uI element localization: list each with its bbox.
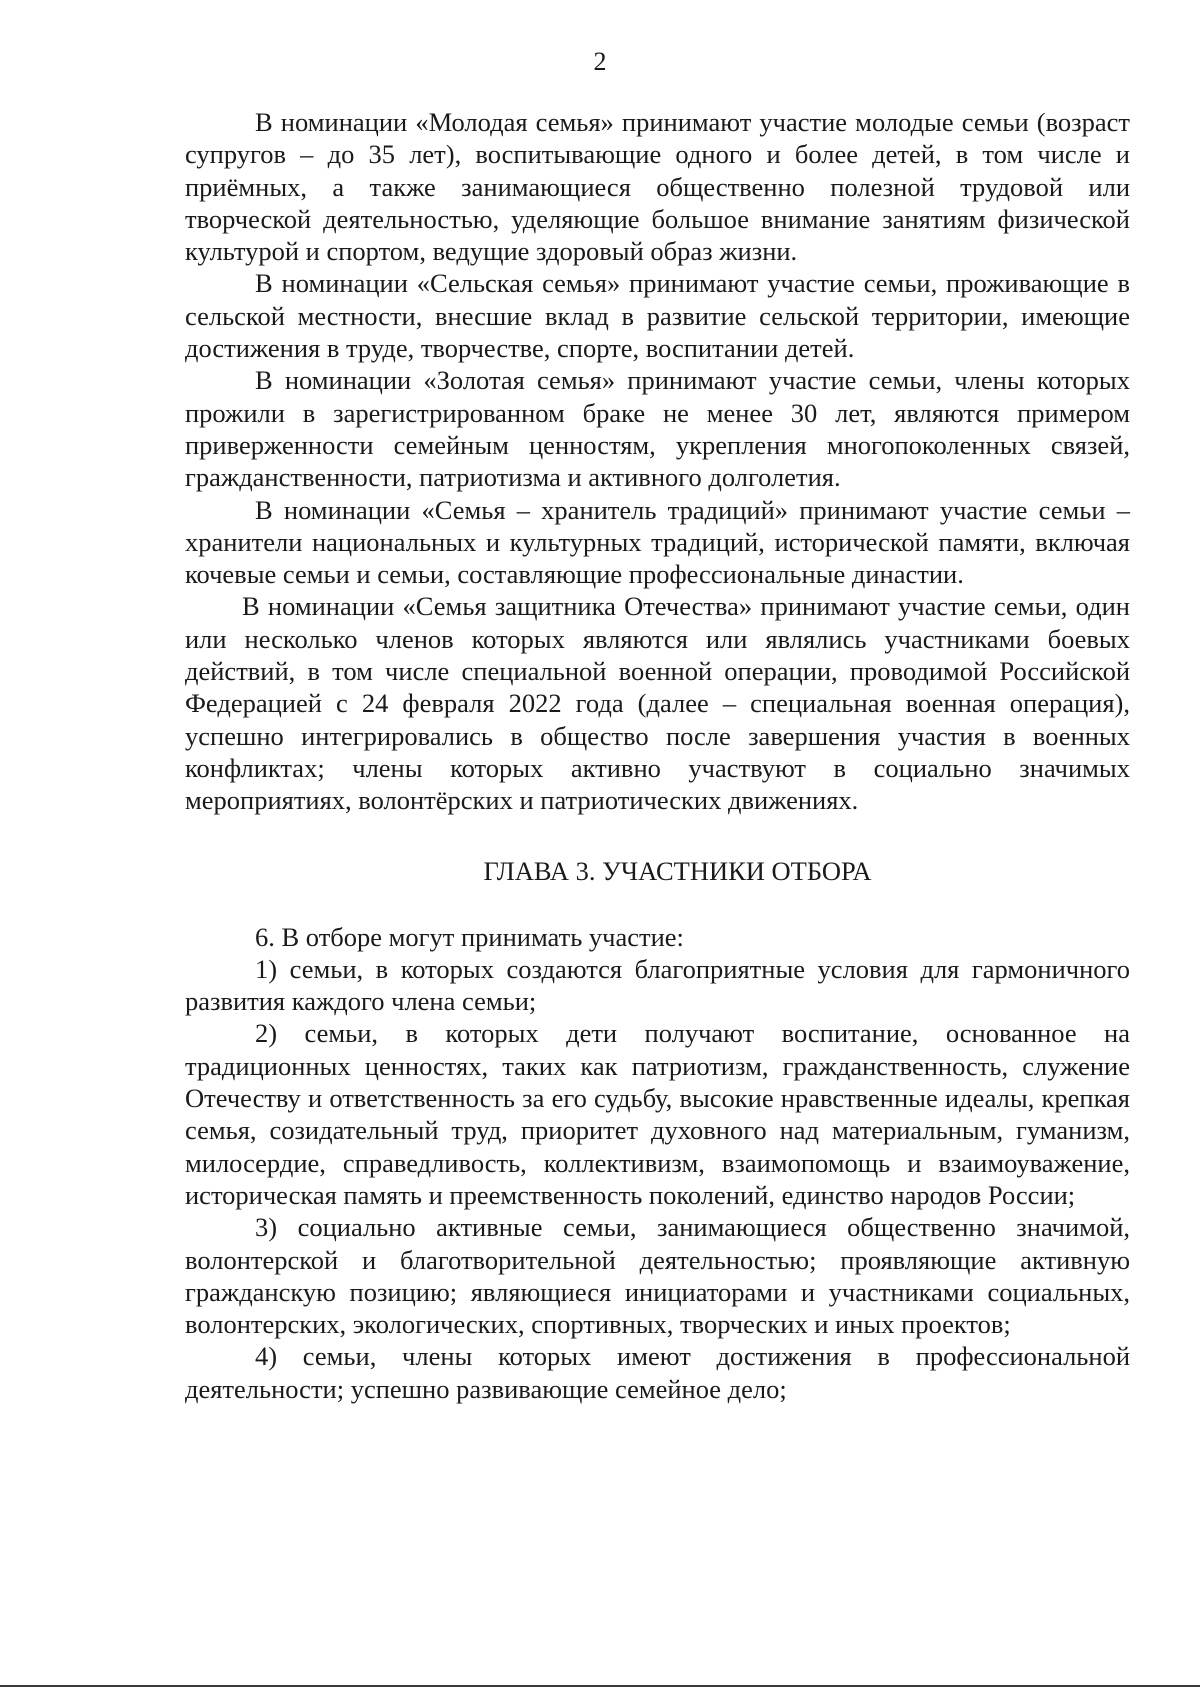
chapter-heading: ГЛАВА 3. УЧАСТНИКИ ОТБОРА <box>483 855 872 886</box>
page-number: 2 <box>593 47 607 76</box>
list-item: 1) семьи, в которых создаются благоприятные условия для гармоничного развития каждого члена семьи; <box>185 953 1130 1017</box>
paragraph-rural-family: В номинации «Сельская семья» принимают участие семьи, проживающие в сельской местности, внесшие вклад в развитие сельской территории, имеющие достижения в труде, творчестве, спорте, воспитании детей. <box>185 268 1130 364</box>
paragraph-young-family: В номинации «Молодая семья» принимают участие молодые семьи (возраст супругов – до 35 лет), воспитывающие одного и более детей, в том числе и приёмных, а также занимающиеся общественно полезной трудовой или творческой деятельностью, уделяющие большое внимание занятиям физической культурой и спортом, ведущие здоровый образ жизни. <box>185 107 1130 267</box>
paragraph-traditions-family: В номинации «Семья – хранитель традиций» принимают участие семьи – хранители национальных и культурных традиций, исторической памяти, включая кочевые семьи и семьи, составляющие профессиональные династии. <box>185 494 1130 590</box>
paragraph-golden-family: В номинации «Золотая семья» принимают участие семьи, члены которых прожили в зарегистрированном браке не менее 30 лет, являются примером приверженности семейным ценностям, укрепления многопоколенных связей, гражданственности, патриотизма и активного долголетия. <box>185 365 1130 493</box>
document-body <box>185 106 1130 1405</box>
scan-edge-line <box>0 1685 1200 1687</box>
list-item: 4) семьи, члены которых имеют достижения в профессиональной деятельности; успешно развивающие семейное дело; <box>185 1341 1130 1404</box>
list-item: 3) социально активные семьи, занимающиеся общественно значимой, волонтерской и благотворительной деятельностью; проявляющие активную гражданскую позицию; являющиеся инициаторами и участниками социальных, волонтерских, экологических, спортивных, творческих и иных проектов; <box>185 1212 1130 1340</box>
list-item: 2) семьи, в которых дети получают воспитание, основанное на традиционных ценностях, таких как патриотизм, гражданственность, служение Отечеству и ответственность за его судьбу, высокие нравственные идеалы, крепкая семья, созидательный труд, приоритет духовного над материальным, гуманизм, милосердие, справедливость, коллективизм, взаимопомощь и взаимоуважение, историческая память и преемственность поколений, единство народов России; <box>185 1018 1130 1210</box>
section-6-intro: 6. В отборе могут принимать участие: <box>255 921 684 952</box>
paragraph-defender-family: В номинации «Семья защитника Отечества» принимают участие семьи, один или несколько членов которых являются или являлись участниками боевых действий, в том числе специальной военной операции, проводимой Российской Федерацией с 24 февраля 2022 года (далее – специальная военная операция), успешно интегрировались в общество после завершения участия в военных конфликтах; члены которых активно участвуют в социально значимых мероприятиях, волонтёрских и патриотических движениях. <box>185 591 1130 816</box>
